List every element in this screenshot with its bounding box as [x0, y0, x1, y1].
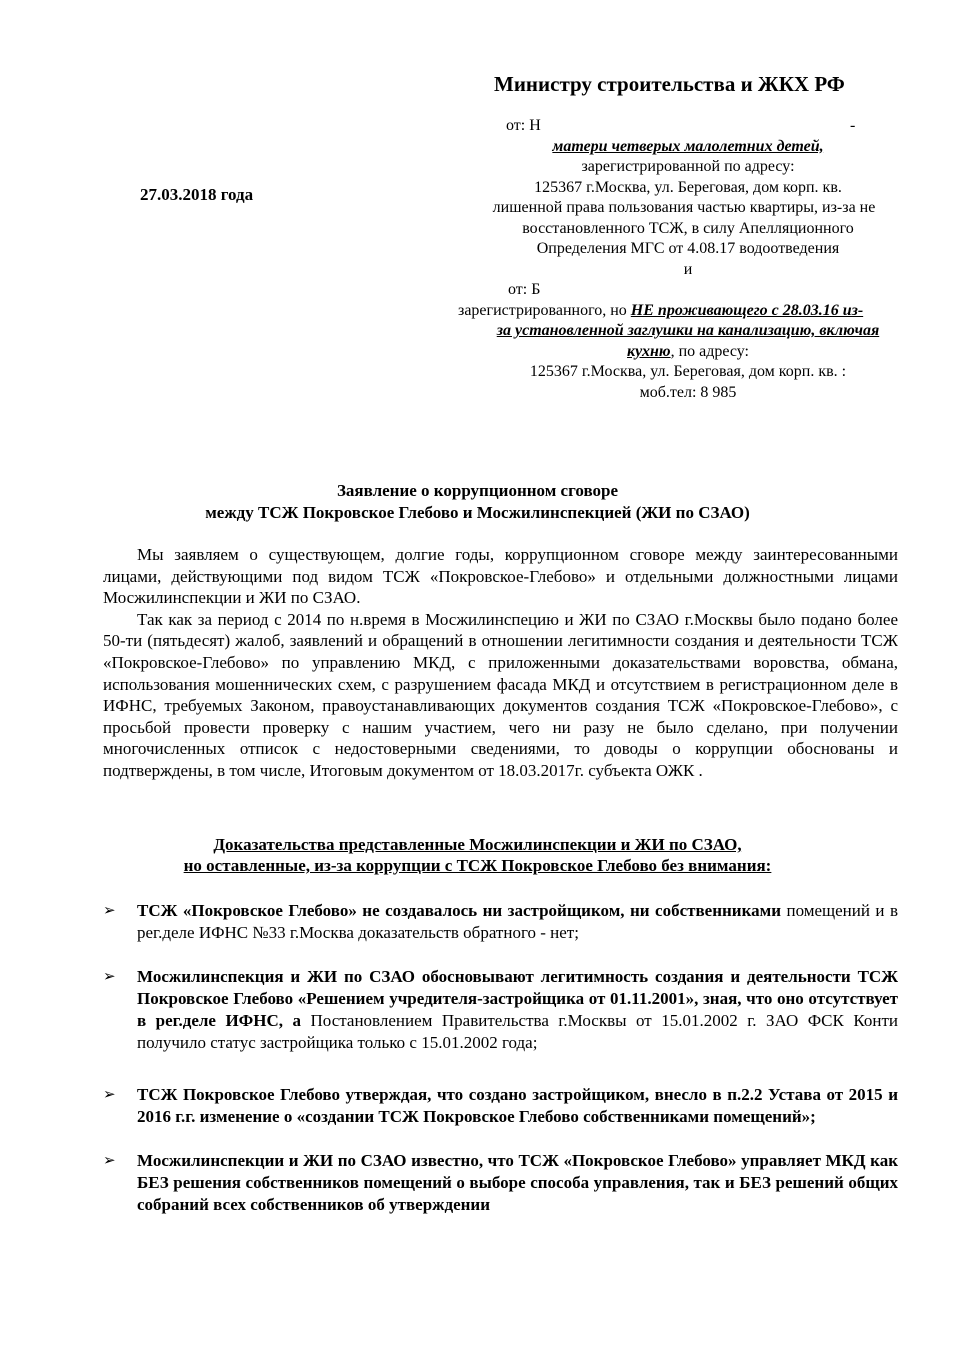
sender-line-address1: 125367 г.Москва, ул. Береговая, дом корп. кв.	[534, 178, 842, 196]
sender-line-from1: от: Н -	[506, 117, 856, 134]
statement-title	[0, 480, 955, 524]
sender-line-deprived2: восстановленного ТСЖ, в силу Апелляционного	[522, 219, 854, 237]
sender-line-phone: моб.тел: 8 985	[639, 383, 737, 401]
statement-title-line1: Заявление о коррупционном сговоре	[336, 481, 619, 500]
sender-block	[458, 116, 918, 403]
evidence-heading	[0, 834, 955, 876]
body-paragraph-1: Мы заявляем о существующем, долгие годы, коррупционном сговоре между заинтересованными лицами, действующими под видом ТСЖ «Покровское-Глебово» и отдельными должностными лицами Мосжилинспекции и ЖИ по СЗАО.	[103, 545, 898, 608]
recipient-heading: Министру строительства и ЖКХ РФ	[494, 72, 845, 96]
sender-line-address2: 125367 г.Москва, ул. Береговая, дом корп. кв. :	[529, 363, 847, 380]
sender-line-deprived3: Определения МГС от 4.08.17 водоотведения	[536, 240, 840, 257]
arrow-bullet-icon: ➢	[103, 1153, 116, 1169]
list-item: ➢ Мосжилинспекции и ЖИ по СЗАО известно, что ТСЖ «Покровское Глебово» управляет МКД как БЕЗ решения собственников помещений о выборе способа управления, так и БЕЗ решений общих собраний всех собственников об утверждении	[103, 1151, 898, 1214]
sender-line-not-living2: за установленной заглушки на канализацию, включая	[496, 322, 880, 339]
evidence-heading-line1: Доказательства представленные Мосжилинспекции и ЖИ по СЗАО,	[213, 835, 742, 854]
document-date: 27.03.2018 года	[140, 185, 254, 204]
sender-line-kitchen: кухню, по адресу:	[627, 342, 749, 360]
arrow-bullet-icon: ➢	[103, 903, 116, 919]
arrow-bullet-icon: ➢	[103, 1087, 116, 1103]
sender-line-registered: зарегистрированной по адресу:	[581, 158, 795, 175]
sender-line-and: и	[683, 260, 693, 278]
statement-body	[103, 544, 898, 782]
sender-line-deprived1: лишенной права пользования частью квартиры, из-за не	[492, 199, 876, 216]
sender-line-registered-m: зарегистрированного, но НЕ проживающего с 28.03.16 из-	[458, 301, 864, 319]
body-paragraph-2: Так как за период с 2014 по н.время в Мосжилинспецию и ЖИ по СЗАО г.Москвы было подано более 50-ти (пятьдесят) жалоб, заявлений и обращений в отношении легитимности создания и деятельности ТСЖ «Покровское-Глебово» по управлению МКД, с приложенными доказательствами воровства, обмана, использования мошеннических схем, с разрушением фасада МКД и отсутствием в регистрационном деле в ИФНС, требуемых Законом, правоустанавливающих документов создания ТСЖ «Покровское-Глебово», с просьбой провести проверку с нашим участием, чего ни разу не было сделано, при получении многочисленных отписок с недостоверными сведениями, то доводы о коррупции обоснованы и подтверждены, в том числе, Итоговым документом от 18.03.2017г. субъекта ОЖК .	[103, 609, 898, 780]
sender-line-mother: матери четверых малолетних детей,	[552, 137, 824, 155]
statement-title-line2: между ТСЖ Покровское Глебово и Мосжилинспекцией (ЖИ по СЗАО)	[205, 503, 750, 522]
sender-line-from2: от: Б	[508, 281, 541, 298]
evidence-list	[103, 900, 898, 1238]
list-item: ➢ Мосжилинспекция и ЖИ по СЗАО обосновывают легитимность создания и деятельности ТСЖ Покровское Глебово «Решением учредителя-застройщика от 01.11.2001», зная, что оно отсутствует в рег.деле ИФНС, а Постановлением Правительства г.Москвы от 15.01.2002 г. ЗАО ФСК Конти получило статус застройщика только с 15.01.2002 года;	[103, 967, 898, 1052]
list-item: ➢ ТСЖ Покровское Глебово утверждая, что создано застройщиком, внесло в п.2.2 Устава от 2015 и 2016 г.г. изменение о «создании ТСЖ Покровское Глебово собственниками помещений»;	[103, 1085, 898, 1126]
arrow-bullet-icon: ➢	[103, 969, 116, 985]
list-item: ➢ ТСЖ «Покровское Глебово» не создавалось ни застройщиком, ни собственниками помещений и в рег.деле ИФНС №33 г.Москва доказательств обратного - нет;	[103, 901, 899, 942]
evidence-heading-line2: но оставленные, из-за коррупции с ТСЖ Покровское Глебово без внимания:	[183, 856, 772, 875]
